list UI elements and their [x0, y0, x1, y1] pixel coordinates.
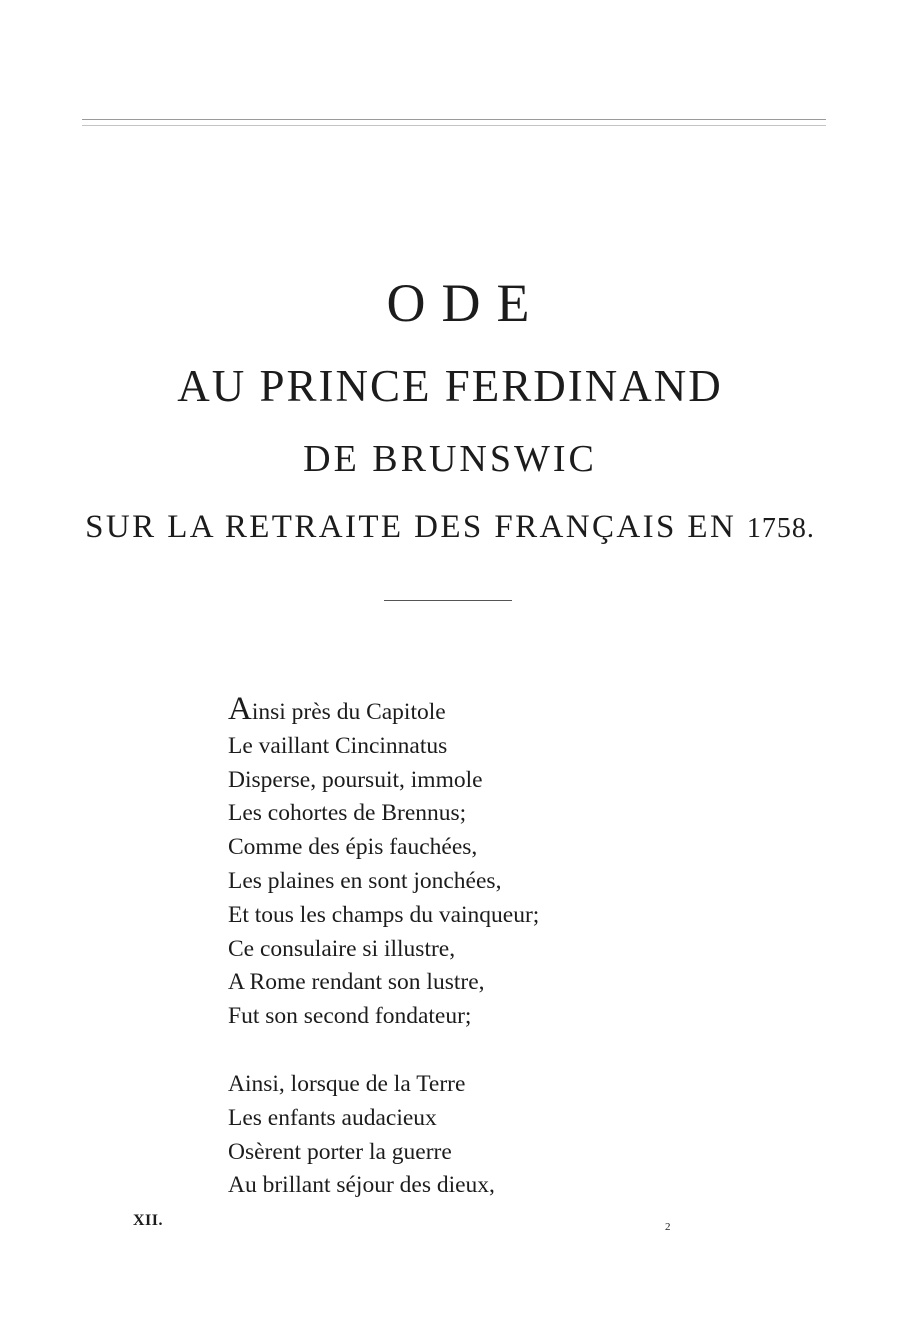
poem-line: Les plaines en sont jonchées,	[228, 867, 502, 894]
title-brunswic: DE BRUNSWIC	[303, 438, 597, 480]
subtitle-text: SUR LA RETRAITE DES FRANÇAIS EN	[85, 509, 747, 545]
title-divider	[384, 600, 512, 601]
poem-line: Au brillant séjour des dieux,	[228, 1172, 495, 1199]
volume-number: XII.	[133, 1212, 164, 1229]
top-rule-secondary	[82, 125, 826, 126]
title-ode: ODE	[386, 273, 546, 333]
stanza-2	[228, 1068, 495, 1203]
poem-line: Les enfants audacieux	[228, 1104, 437, 1131]
first-line-rest: insi près du Capitole	[251, 699, 446, 725]
poem-line: Les cohortes de Brennus;	[228, 800, 467, 827]
poem-line: Ce consulaire si illustre,	[228, 935, 456, 962]
poem-line: Ainsi, lorsque de la Terre	[228, 1071, 466, 1097]
poem-line: Et tous les champs du vainqueur;	[228, 901, 540, 928]
signature-mark: 2	[665, 1221, 671, 1233]
poem-line-first	[228, 691, 539, 730]
poem-line: Disperse, poursuit, immole	[228, 766, 483, 793]
top-rule	[82, 119, 826, 120]
poem-line: Osèrent porter la guerre	[228, 1138, 452, 1165]
poem-line: Comme des épis fauchées,	[228, 834, 478, 861]
poem-line: A Rome rendant son lustre,	[228, 969, 485, 996]
poem-line: Fut son second fondateur;	[228, 1003, 472, 1030]
title-prince-ferdinand: AU PRINCE FERDINAND	[177, 361, 723, 411]
drop-initial: A	[228, 691, 252, 727]
stanza-1	[228, 691, 540, 1034]
title-subtitle	[0, 509, 900, 546]
poem-line: Le vaillant Cincinnatus	[228, 732, 448, 759]
subtitle-year: 1758.	[746, 513, 815, 544]
